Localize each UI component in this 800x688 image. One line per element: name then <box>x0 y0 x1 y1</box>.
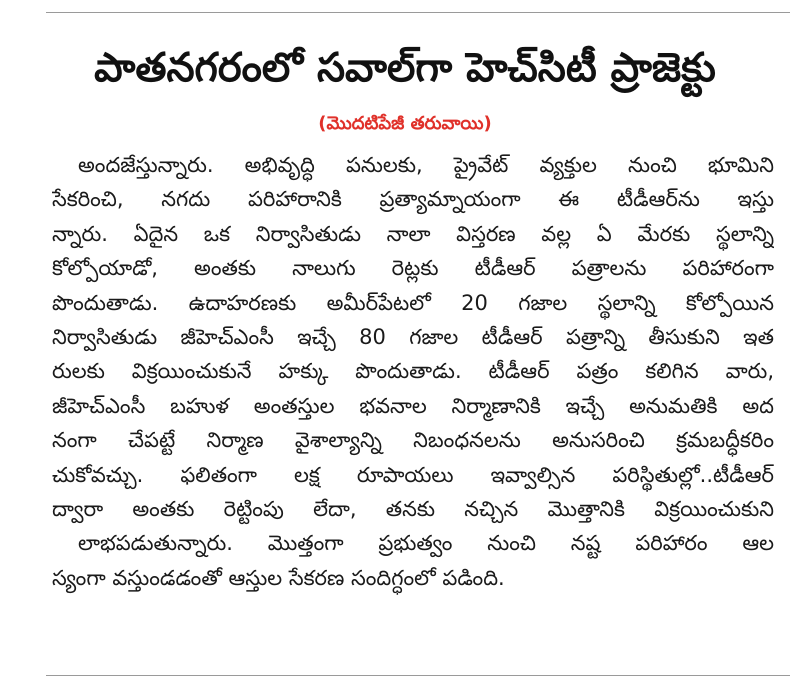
body-line: నంగా చేపట్టే నిర్మాణ వైశాల్యాన్ని నిబంధనలను అనుసరించి క్రమబద్ధీకరిం <box>52 428 774 453</box>
body-line: రులకు విక్రయించుకునే హక్కు పొందుతాడు. టీడీఆర్ పత్రం కలిగిన వారు, <box>52 359 774 384</box>
body-line: స్యంగా వస్తుండడంతో ఆస్తుల సేకరణ సందిగ్ధంలో పడింది. <box>52 565 505 590</box>
body-line: న్నారు. ఏదైన ఒక నిర్వాసితుడు నాలా విస్తరణ వల్ల ఏ మేరకు స్థలాన్ని <box>52 221 774 246</box>
top-rule <box>46 12 790 13</box>
body-line: ద్వారా అంతకు రెట్టింపు లేదా, తనకు నచ్చిన మొత్తానికి విక్రయించుకుని <box>52 496 774 521</box>
body-line: లాభపడుతున్నారు. మొత్తంగా ప్రభుత్వం నుంచి నష్ట పరిహారం ఆల <box>78 531 774 556</box>
bottom-rule <box>46 675 790 676</box>
body-line: పొందుతాడు. ఉదాహరణకు అమీర్‌పేటలో 20 గజాల స్థలాన్ని కోల్పోయిన <box>52 290 774 315</box>
body-line: అందజేస్తున్నారు. అభివృద్ధి పనులకు, ప్రైవేట్ వ్యక్తుల నుంచి భూమిని <box>78 153 774 177</box>
body-line: జీహెచ్ఎంసీ బహుళ అంతస్తుల భవనాల నిర్మాణానికి ఇచ్చే అనుమతికి అద <box>52 393 774 418</box>
body-line: నిర్వాసితుడు జీహెచ్ఎంసీ ఇచ్చే 80 గజాల టీడీఆర్ పత్రాన్ని తీసుకుని ఇత <box>52 324 774 349</box>
body-line: సేకరించి, నగదు పరిహారానికి ప్రత్యామ్నాయంగా ఈ టీడీఆర్‌ను ఇస్తు <box>52 187 774 212</box>
continuation-note: (మొదటిపేజీ తరువాయి) <box>318 113 492 134</box>
article-headline: పాతనగరంలో సవాల్‌గా హెచ్‌సిటీ ప్రాజెక్టు <box>94 45 716 91</box>
body-line: చుకోవచ్చు. ఫలితంగా లక్ష రూపాయలు ఇవ్వాల్సిన పరిస్థితుల్లో..టీడీఆర్ <box>52 462 774 487</box>
body-line: కోల్పోయాడో, అంతకు నాలుగు రెట్లకు టీడీఆర్ పత్రాలను పరిహారంగా <box>52 256 774 281</box>
article-body <box>52 148 774 595</box>
